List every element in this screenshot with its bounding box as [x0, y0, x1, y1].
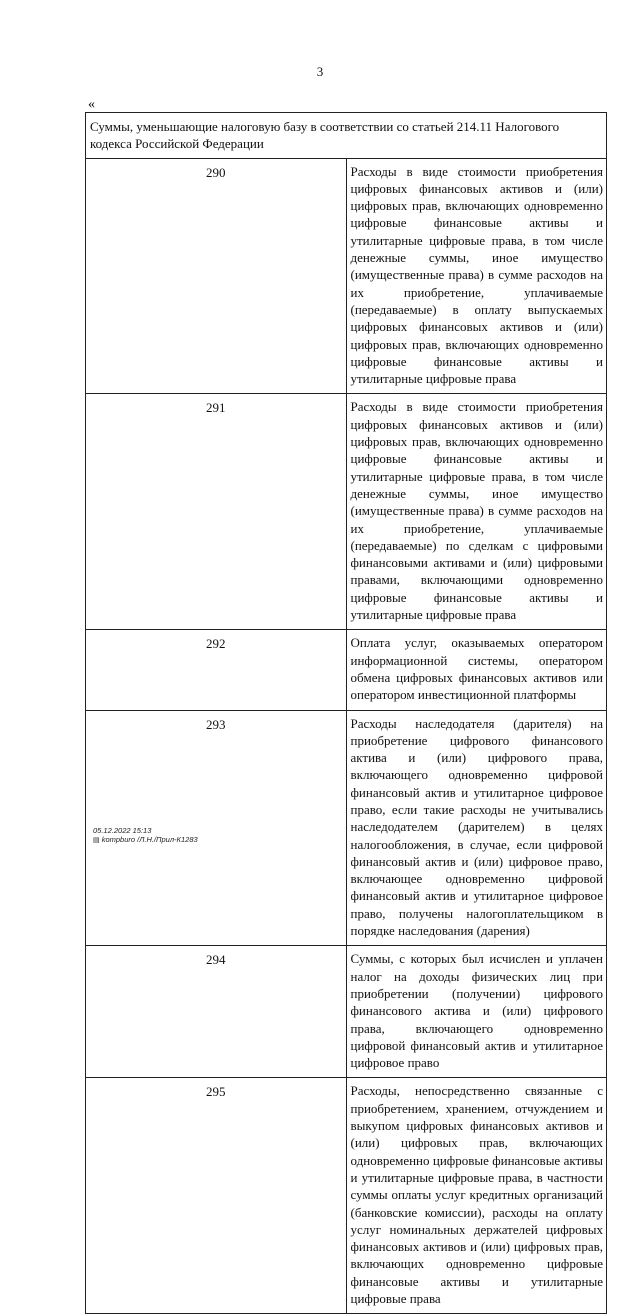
- table-row: [86, 158, 607, 394]
- table-row: [86, 394, 607, 630]
- footer-path-line: [93, 835, 198, 845]
- footer: [93, 826, 198, 845]
- row-text: Расходы наследодателя (дарителя) на приобретение цифрового финансового актива и (или) цифрового права, включающего одновременно цифровой финансовый актив и утилитарное цифровое право, если такие расходы не учитывались наследодателем (дарителем) в целях налогообложения, в случае, если цифровой финансовый актив и (или) цифровое право, включающее одновременно цифровой финансовый актив и утилитарное цифровое право, получены налогоплательщиком в порядке наследования (дарения): [346, 710, 607, 946]
- row-code: 295: [86, 1078, 347, 1314]
- row-text: Оплата услуг, оказываемых оператором информационной системы, оператором обмена цифровых финансовых активов или оператором инвестиционной платформы: [346, 630, 607, 710]
- footer-path: kompburo /Л.Н./Прил-К1283: [101, 835, 198, 844]
- footer-date: 05.12.2022 15:13: [93, 826, 152, 835]
- tax-deduction-table: [85, 112, 607, 1314]
- table-header-row: [86, 113, 607, 159]
- row-code: 294: [86, 946, 347, 1078]
- row-text: Расходы в виде стоимости приобретения цифровых финансовых активов и (или) цифровых прав, включающих одновременно цифровые финансовые активы и утилитарные цифровые права, в том числе денежные суммы, иное имущество (имущественные права) в сумме расходов на их приобретение, уплачиваемые (передаваемые) по сделкам с цифровыми финансовыми активами и (или) цифровыми правами, включающими одновременно цифровые финансовые активы и утилитарные цифровые права: [346, 394, 607, 630]
- page-number: 3: [316, 64, 324, 79]
- table-header: Суммы, уменьшающие налоговую базу в соответствии со статьей 214.11 Налогового кодекса Российской Федерации: [86, 113, 607, 159]
- row-code: 292: [86, 630, 347, 710]
- row-code: 291: [86, 394, 347, 630]
- table-row: [86, 946, 607, 1078]
- table-row: [86, 630, 607, 710]
- row-code: 293: [86, 710, 347, 946]
- opening-quote: «: [88, 97, 95, 112]
- row-text: Расходы в виде стоимости приобретения цифровых финансовых активов и (или) цифровых прав, включающих одновременно цифровые финансовые активы и утилитарные цифровые права, в том числе денежные суммы, иное имущество (имущественные права) в сумме расходов на их приобретение, уплачиваемые (передаваемые) в оплату выпускаемых цифровых финансовых активов и (или) цифровых прав, включающих одновременно цифровые финансовые активы и утилитарные цифровые права: [346, 158, 607, 394]
- row-text: Суммы, с которых был исчислен и уплачен налог на доходы физических лиц при приобретении (получении) цифрового финансового актива и (или) цифрового права, включающего одновременно цифровой финансовый актив и утилитарное цифровое право: [346, 946, 607, 1078]
- table-row: [86, 1078, 607, 1314]
- row-text: Расходы, непосредственно связанные с приобретением, хранением, отчуждением и выкупом цифровых финансовых активов и (или) цифровых прав, включающих одновременно цифровые финансовые активы и утилитарные цифровые права, в частности суммы оплаты услуг кредитных организаций (банковские комиссии), расходы на оплату услуг номинальных держателей цифровых финансовых активов и (или) цифровых прав, включающих одновременно цифровые финансовые активы и утилитарные цифровые права: [346, 1078, 607, 1314]
- document-icon: ▤: [93, 837, 100, 844]
- row-code: 290: [86, 158, 347, 394]
